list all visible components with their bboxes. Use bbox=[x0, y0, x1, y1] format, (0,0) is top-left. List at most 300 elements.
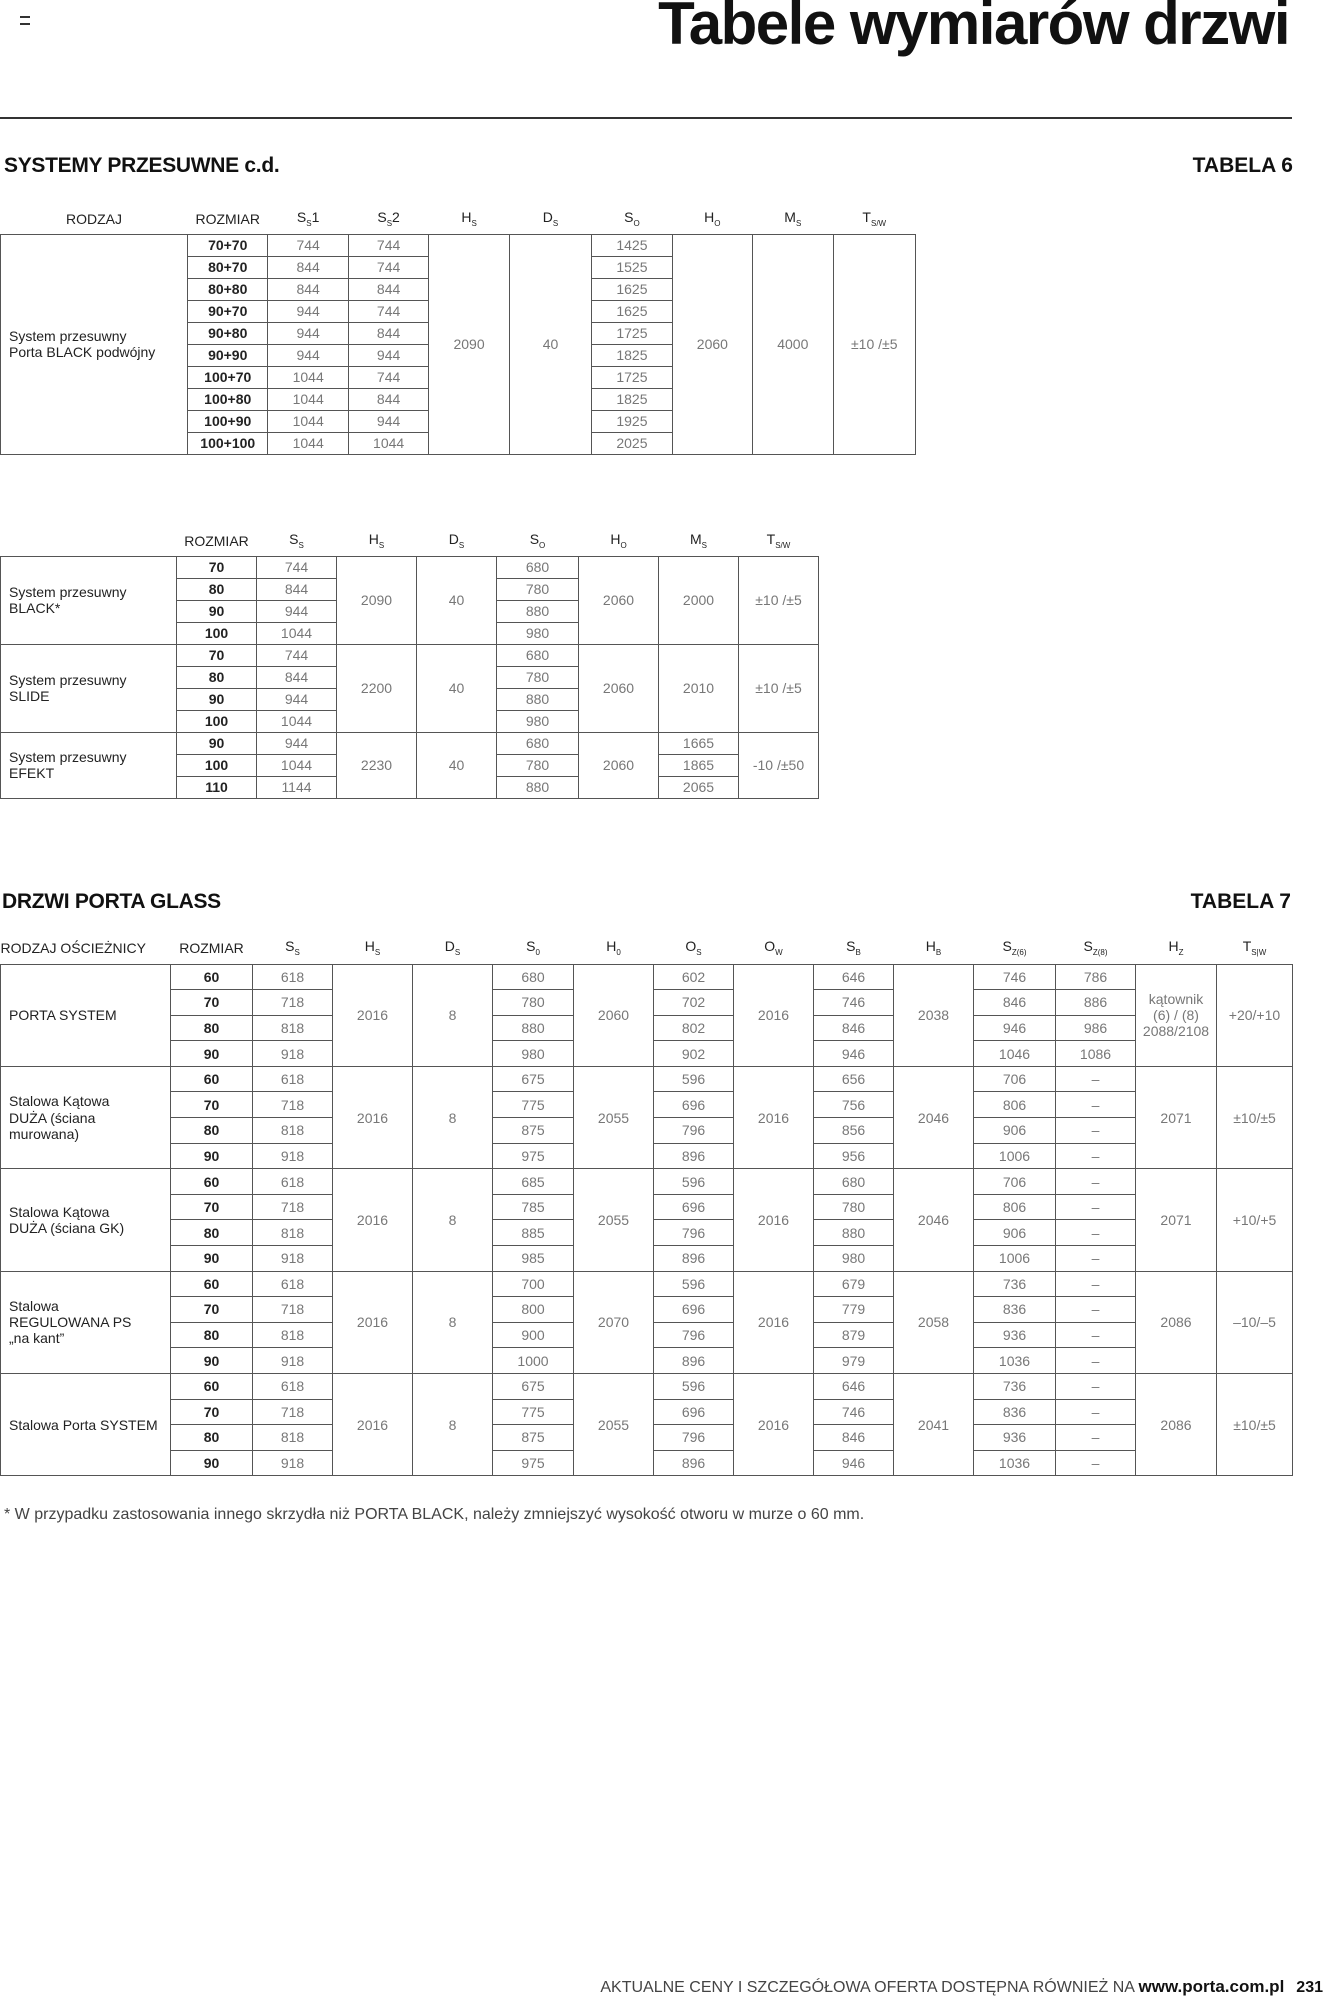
rozmiar-cell: 100+90 bbox=[188, 410, 268, 432]
col-header-so: $S_O$ bbox=[624, 209, 640, 229]
table-cell: +10/+5 bbox=[1217, 1169, 1293, 1271]
table-cell: 706 bbox=[974, 1066, 1056, 1092]
table-cell: 844 bbox=[348, 388, 428, 410]
col-header-hs: $H_S$ bbox=[368, 531, 385, 551]
table-row bbox=[1, 556, 819, 578]
table-cell: 746 bbox=[814, 1399, 894, 1425]
rodzaj-cell: Stalowa Porta SYSTEM bbox=[1, 1374, 171, 1476]
rozmiar-cell: 90 bbox=[171, 1348, 253, 1374]
table-cell: 746 bbox=[814, 990, 894, 1016]
table-cell: – bbox=[1056, 1246, 1136, 1272]
col-header-ms: $M_S$ bbox=[784, 209, 802, 229]
menu-icon[interactable] bbox=[20, 16, 30, 25]
table-cell: 2055 bbox=[574, 1169, 654, 1271]
table-cell: 1825 bbox=[592, 388, 672, 410]
header-row bbox=[1, 932, 1293, 964]
table-cell: 675 bbox=[493, 1066, 574, 1092]
table-cell: 8 bbox=[413, 1066, 493, 1168]
table-cell: 918 bbox=[253, 1348, 333, 1374]
table-cell: 1044 bbox=[268, 388, 348, 410]
table-cell: 946 bbox=[814, 1041, 894, 1067]
table-cell: 879 bbox=[814, 1322, 894, 1348]
table-cell: 744 bbox=[257, 644, 337, 666]
table-cell: 844 bbox=[257, 666, 337, 688]
table-cell: 780 bbox=[814, 1194, 894, 1220]
col-header-sb: $S_B$ bbox=[846, 938, 861, 958]
table-cell: 936 bbox=[974, 1425, 1056, 1451]
rozmiar-cell: 70 bbox=[171, 1399, 253, 1425]
table-row bbox=[1, 1066, 1293, 1092]
table-cell: – bbox=[1056, 1399, 1136, 1425]
table-cell: 802 bbox=[654, 1015, 734, 1041]
table-cell: 818 bbox=[253, 1015, 333, 1041]
col-header-ms: $M_S$ bbox=[689, 531, 707, 551]
rozmiar-cell: 90 bbox=[177, 688, 257, 710]
table-cell: ±10 /±5 bbox=[833, 234, 915, 454]
col-header-so: $S_O$ bbox=[529, 531, 546, 551]
table-cell: 1625 bbox=[592, 300, 672, 322]
table-cell: 2016 bbox=[734, 1066, 814, 1168]
table-cell: 900 bbox=[493, 1322, 574, 1348]
table-cell: 618 bbox=[253, 1169, 333, 1195]
rozmiar-cell: 60 bbox=[171, 1066, 253, 1092]
rozmiar-cell: 90+70 bbox=[188, 300, 268, 322]
table-cell: 844 bbox=[348, 278, 428, 300]
table-cell: 818 bbox=[253, 1118, 333, 1144]
col-header-tsw: $T_{S/W}$ bbox=[766, 531, 791, 551]
table-cell: 1625 bbox=[592, 278, 672, 300]
table-cell: 4000 bbox=[753, 234, 833, 454]
table-cell: 744 bbox=[268, 234, 348, 256]
rozmiar-cell: 80 bbox=[177, 666, 257, 688]
table-cell: 944 bbox=[268, 344, 348, 366]
rodzaj-cell: System przesuwny EFEKT bbox=[1, 732, 177, 798]
table-cell: 796 bbox=[654, 1220, 734, 1246]
table-cell: 975 bbox=[493, 1143, 574, 1169]
table-cell: 680 bbox=[497, 556, 579, 578]
rozmiar-cell: 70 bbox=[177, 644, 257, 666]
table-cell: ±10 /±5 bbox=[739, 644, 819, 732]
table-cell: 906 bbox=[974, 1220, 1056, 1246]
table-cell: 918 bbox=[253, 1041, 333, 1067]
table-cell: 780 bbox=[497, 754, 579, 776]
table-cell: 818 bbox=[253, 1425, 333, 1451]
table-cell: 1725 bbox=[592, 366, 672, 388]
table-cell: 880 bbox=[493, 1015, 574, 1041]
rozmiar-cell: 110 bbox=[177, 776, 257, 798]
table-cell: 980 bbox=[497, 622, 579, 644]
col-header-tsw: $T_{S|W}$ bbox=[1242, 938, 1267, 958]
table-cell: – bbox=[1056, 1322, 1136, 1348]
table-cell: – bbox=[1056, 1169, 1136, 1195]
table-cell: – bbox=[1056, 1194, 1136, 1220]
col-header-os: $O_S$ bbox=[685, 938, 702, 958]
rodzaj-cell: Stalowa Kątowa DUŻA (ściana GK) bbox=[1, 1169, 171, 1271]
table-cell: 2060 bbox=[579, 644, 659, 732]
table-cell: 40 bbox=[509, 234, 591, 454]
table-cell: 618 bbox=[253, 1374, 333, 1400]
table-cell: 780 bbox=[497, 666, 579, 688]
table-cell: 975 bbox=[493, 1450, 574, 1476]
table-cell: 618 bbox=[253, 964, 333, 990]
col-header-sz8: $S_{Z(8)}$ bbox=[1083, 938, 1108, 958]
table-cell: 744 bbox=[257, 556, 337, 578]
table-cell: 618 bbox=[253, 1271, 333, 1297]
table-cell: 902 bbox=[654, 1041, 734, 1067]
table-cell: 1525 bbox=[592, 256, 672, 278]
table-cell: 744 bbox=[348, 256, 428, 278]
col-header-so: $S_0$ bbox=[526, 938, 540, 958]
table-cell: 675 bbox=[493, 1374, 574, 1400]
table-cell: 2200 bbox=[337, 644, 417, 732]
table-cell: –10/–5 bbox=[1217, 1271, 1293, 1373]
table-cell: 818 bbox=[253, 1220, 333, 1246]
table-row bbox=[1, 234, 916, 256]
rozmiar-cell: 90 bbox=[171, 1143, 253, 1169]
table-cell: 836 bbox=[974, 1297, 1056, 1323]
table-cell: 775 bbox=[493, 1092, 574, 1118]
rozmiar-cell: 80+80 bbox=[188, 278, 268, 300]
page-footer bbox=[600, 1977, 1323, 1997]
col-header-ss: $S_S$ bbox=[285, 938, 300, 958]
table-cell: 2090 bbox=[337, 556, 417, 644]
table-row bbox=[1, 1374, 1293, 1400]
table-cell: 2060 bbox=[579, 556, 659, 644]
table-cell: 1086 bbox=[1056, 1041, 1136, 1067]
rozmiar-cell: 80 bbox=[171, 1015, 253, 1041]
table-cell: 1044 bbox=[348, 432, 428, 454]
table-cell: 1044 bbox=[268, 410, 348, 432]
table-cell: 1925 bbox=[592, 410, 672, 432]
table-cell: 40 bbox=[417, 644, 497, 732]
table-cell: 736 bbox=[974, 1271, 1056, 1297]
table-cell: 596 bbox=[654, 1374, 734, 1400]
table-cell: kątownik (6) / (8) 2088/2108 bbox=[1136, 964, 1217, 1066]
table-cell: 8 bbox=[413, 964, 493, 1066]
table-cell: – bbox=[1056, 1118, 1136, 1144]
table-cell: 680 bbox=[493, 964, 574, 990]
table-cell: 786 bbox=[1056, 964, 1136, 990]
table-cell: 880 bbox=[497, 776, 579, 798]
table-cell: – bbox=[1056, 1297, 1136, 1323]
rodzaj-cell: PORTA SYSTEM bbox=[1, 964, 171, 1066]
col-header-ho: $H_0$ bbox=[606, 938, 621, 958]
table-cell: 646 bbox=[814, 1374, 894, 1400]
table-cell: 944 bbox=[257, 600, 337, 622]
table-cell: 2086 bbox=[1136, 1271, 1217, 1373]
table-cell: 718 bbox=[253, 1297, 333, 1323]
table-cell: 886 bbox=[1056, 990, 1136, 1016]
table-cell: 875 bbox=[493, 1425, 574, 1451]
rozmiar-cell: 90 bbox=[171, 1041, 253, 1067]
rozmiar-cell: 70 bbox=[171, 990, 253, 1016]
table-cell: 700 bbox=[493, 1271, 574, 1297]
table-cell: 1725 bbox=[592, 322, 672, 344]
table-porta-glass bbox=[0, 932, 1293, 1476]
rozmiar-cell: 100+70 bbox=[188, 366, 268, 388]
table-cell: 744 bbox=[348, 366, 428, 388]
table-cell: 646 bbox=[814, 964, 894, 990]
table-systemy-przesuwne bbox=[0, 526, 819, 799]
footnote: * W przypadku zastosowania innego skrzydła niż PORTA BLACK, należy zmniejszyć wysokość otworu w murze o 60 mm. bbox=[4, 1506, 865, 1523]
table-cell: 980 bbox=[497, 710, 579, 732]
table-cell: 918 bbox=[253, 1143, 333, 1169]
rodzaj-cell: Stalowa REGULOWANA PS „na kant” bbox=[1, 1271, 171, 1373]
table-cell: – bbox=[1056, 1143, 1136, 1169]
col-header-hz: $H_Z$ bbox=[1168, 938, 1184, 958]
table-cell: 596 bbox=[654, 1271, 734, 1297]
rozmiar-cell: 70+70 bbox=[188, 234, 268, 256]
col-header-sz6: $S_{Z(6)}$ bbox=[1002, 938, 1027, 958]
rozmiar-cell: 90 bbox=[177, 732, 257, 754]
rozmiar-cell: 70 bbox=[177, 556, 257, 578]
table-cell: – bbox=[1056, 1220, 1136, 1246]
table-cell: 696 bbox=[654, 1194, 734, 1220]
col-header-rozmiar: ROZMIAR bbox=[179, 939, 244, 956]
table-cell: 836 bbox=[974, 1399, 1056, 1425]
rozmiar-cell: 80 bbox=[171, 1220, 253, 1246]
table-cell: 696 bbox=[654, 1297, 734, 1323]
table-cell: – bbox=[1056, 1450, 1136, 1476]
rodzaj-cell: System przesuwny SLIDE bbox=[1, 644, 177, 732]
col-header-rozmiar: ROZMIAR bbox=[184, 532, 249, 549]
table-cell: 706 bbox=[974, 1169, 1056, 1195]
rozmiar-cell: 90+80 bbox=[188, 322, 268, 344]
table-cell: 844 bbox=[268, 256, 348, 278]
table-cell: 2071 bbox=[1136, 1169, 1217, 1271]
rodzaj-cell: System przesuwny Porta BLACK podwójny bbox=[1, 234, 188, 454]
table-cell: 796 bbox=[654, 1322, 734, 1348]
table-cell: 2070 bbox=[574, 1271, 654, 1373]
table-cell: 806 bbox=[974, 1092, 1056, 1118]
rozmiar-cell: 70 bbox=[171, 1092, 253, 1118]
table-cell: 806 bbox=[974, 1194, 1056, 1220]
table-cell: 2055 bbox=[574, 1066, 654, 1168]
rozmiar-cell: 100 bbox=[177, 754, 257, 776]
table-cell: 2016 bbox=[734, 1374, 814, 1476]
rodzaj-cell: System przesuwny BLACK* bbox=[1, 556, 177, 644]
table-cell: 796 bbox=[654, 1118, 734, 1144]
table-cell: – bbox=[1056, 1092, 1136, 1118]
table-cell: 818 bbox=[253, 1322, 333, 1348]
table-cell: 696 bbox=[654, 1399, 734, 1425]
col-header-ss2: $S_S2$ bbox=[377, 209, 400, 229]
table-cell: 1046 bbox=[974, 1041, 1056, 1067]
rozmiar-cell: 90 bbox=[171, 1450, 253, 1476]
rozmiar-cell: 80+70 bbox=[188, 256, 268, 278]
table-cell: 875 bbox=[493, 1118, 574, 1144]
col-header-ds: $D_S$ bbox=[444, 938, 461, 958]
table-cell: 2016 bbox=[333, 1066, 413, 1168]
col-header-ho: $H_O$ bbox=[704, 209, 721, 229]
rozmiar-cell: 90 bbox=[177, 600, 257, 622]
rozmiar-cell: 80 bbox=[171, 1425, 253, 1451]
table-cell: 718 bbox=[253, 1092, 333, 1118]
table-cell: 2016 bbox=[333, 1374, 413, 1476]
tabela-6-label: TABELA 6 bbox=[1192, 154, 1293, 177]
rozmiar-cell: 70 bbox=[171, 1297, 253, 1323]
table-cell: 979 bbox=[814, 1348, 894, 1374]
table-cell: 844 bbox=[268, 278, 348, 300]
table-cell: 896 bbox=[654, 1246, 734, 1272]
rozmiar-cell: 90 bbox=[171, 1246, 253, 1272]
table-cell: 780 bbox=[497, 578, 579, 600]
table-cell: 744 bbox=[348, 300, 428, 322]
table-cell: 2016 bbox=[734, 1271, 814, 1373]
table-cell: 944 bbox=[257, 688, 337, 710]
table-cell: 40 bbox=[417, 732, 497, 798]
page-title: Tabele wymiarów drzwi bbox=[658, 0, 1289, 57]
table-cell: ±10/±5 bbox=[1217, 1066, 1293, 1168]
table-cell: 936 bbox=[974, 1322, 1056, 1348]
section-6-title: SYSTEMY PRZESUWNE c.d. bbox=[4, 154, 280, 177]
table-cell: 780 bbox=[493, 990, 574, 1016]
table-cell: 2025 bbox=[592, 432, 672, 454]
table-cell: 980 bbox=[814, 1246, 894, 1272]
table-cell: 746 bbox=[974, 964, 1056, 990]
table-cell: 1825 bbox=[592, 344, 672, 366]
table-cell: 736 bbox=[974, 1374, 1056, 1400]
table-cell: 1665 bbox=[659, 732, 739, 754]
col-header-ss1: $S_S1$ bbox=[296, 209, 320, 229]
rozmiar-cell: 80 bbox=[171, 1322, 253, 1348]
table-cell: 1425 bbox=[592, 234, 672, 256]
table-cell: 906 bbox=[974, 1118, 1056, 1144]
rozmiar-cell: 100 bbox=[177, 710, 257, 732]
table-cell: 946 bbox=[814, 1450, 894, 1476]
table-cell: 1144 bbox=[257, 776, 337, 798]
col-header-rozmiar: ROZMIAR bbox=[195, 210, 261, 227]
table-cell: +20/+10 bbox=[1217, 964, 1293, 1066]
table-cell: 2016 bbox=[333, 964, 413, 1066]
table-cell: 2058 bbox=[894, 1271, 974, 1373]
table-cell: 2046 bbox=[894, 1169, 974, 1271]
rozmiar-cell: 100+80 bbox=[188, 388, 268, 410]
table-cell: 2016 bbox=[734, 964, 814, 1066]
table-cell: 718 bbox=[253, 1194, 333, 1220]
table-cell: 896 bbox=[654, 1143, 734, 1169]
table-cell: 986 bbox=[1056, 1015, 1136, 1041]
table-cell: 896 bbox=[654, 1348, 734, 1374]
table-cell: 918 bbox=[253, 1246, 333, 1272]
table-cell: 980 bbox=[493, 1041, 574, 1067]
col-header-ds: $D_S$ bbox=[542, 209, 559, 229]
col-header-hs: $H_S$ bbox=[364, 938, 381, 958]
table-cell: 846 bbox=[974, 990, 1056, 1016]
table-cell: 946 bbox=[974, 1015, 1056, 1041]
table-cell: 656 bbox=[814, 1066, 894, 1092]
table-cell: 602 bbox=[654, 964, 734, 990]
table-cell: 680 bbox=[497, 644, 579, 666]
table-cell: 2055 bbox=[574, 1374, 654, 1476]
table-cell: 2086 bbox=[1136, 1374, 1217, 1476]
table-cell: 2016 bbox=[333, 1271, 413, 1373]
table-cell: 785 bbox=[493, 1194, 574, 1220]
table-cell: 918 bbox=[253, 1450, 333, 1476]
col-header-ds: $D_S$ bbox=[448, 531, 465, 551]
table-cell: 944 bbox=[348, 344, 428, 366]
table-cell: 880 bbox=[497, 688, 579, 710]
table-cell: 2090 bbox=[429, 234, 509, 454]
table-cell: 680 bbox=[814, 1169, 894, 1195]
header-row bbox=[1, 204, 916, 234]
rozmiar-cell: 90+90 bbox=[188, 344, 268, 366]
footer-link[interactable]: www.porta.com.pl bbox=[1138, 1977, 1285, 1996]
table-cell: 680 bbox=[497, 732, 579, 754]
col-header-blank bbox=[1, 526, 177, 556]
table-cell: 856 bbox=[814, 1118, 894, 1144]
table-cell: 1044 bbox=[257, 622, 337, 644]
table-cell: 880 bbox=[497, 600, 579, 622]
table-cell: 1000 bbox=[493, 1348, 574, 1374]
table-cell: 846 bbox=[814, 1015, 894, 1041]
table-cell: 796 bbox=[654, 1425, 734, 1451]
footer-text: AKTUALNE CENY I SZCZEGÓŁOWA OFERTA DOSTĘPNA RÓWNIEŻ NA bbox=[600, 1979, 1139, 1996]
col-header-rodzaj: RODZAJ bbox=[66, 210, 122, 227]
table-cell: – bbox=[1056, 1374, 1136, 1400]
table-cell: 744 bbox=[348, 234, 428, 256]
table-cell: 8 bbox=[413, 1169, 493, 1271]
rozmiar-cell: 60 bbox=[171, 1374, 253, 1400]
table-cell: 2046 bbox=[894, 1066, 974, 1168]
table-cell: 8 bbox=[413, 1374, 493, 1476]
table-cell: 2230 bbox=[337, 732, 417, 798]
rozmiar-cell: 100 bbox=[177, 622, 257, 644]
table-cell: 1006 bbox=[974, 1246, 1056, 1272]
table-cell: 1036 bbox=[974, 1450, 1056, 1476]
table-cell: 1006 bbox=[974, 1143, 1056, 1169]
table-cell: 1044 bbox=[257, 754, 337, 776]
table-cell: 985 bbox=[493, 1246, 574, 1272]
table-cell: 846 bbox=[814, 1425, 894, 1451]
col-header-rodzaj: RODZAJ OŚCIEŻNICY bbox=[0, 939, 146, 956]
table-cell: 1036 bbox=[974, 1348, 1056, 1374]
section-7-title: DRZWI PORTA GLASS bbox=[2, 890, 221, 913]
table-cell: 844 bbox=[257, 578, 337, 600]
table-cell: ±10/±5 bbox=[1217, 1374, 1293, 1476]
table-cell: ±10 /±5 bbox=[739, 556, 819, 644]
rozmiar-cell: 80 bbox=[177, 578, 257, 600]
table-cell: 2038 bbox=[894, 964, 974, 1066]
table-cell: – bbox=[1056, 1425, 1136, 1451]
rozmiar-cell: 60 bbox=[171, 1271, 253, 1297]
table-cell: 2016 bbox=[734, 1169, 814, 1271]
table-cell: 618 bbox=[253, 1066, 333, 1092]
table-cell: 2071 bbox=[1136, 1066, 1217, 1168]
title-divider bbox=[0, 117, 1292, 119]
table-cell: 596 bbox=[654, 1066, 734, 1092]
table-cell: 756 bbox=[814, 1092, 894, 1118]
table-cell: 702 bbox=[654, 990, 734, 1016]
table-row bbox=[1, 964, 1293, 990]
header-row bbox=[1, 526, 819, 556]
table-cell: 880 bbox=[814, 1220, 894, 1246]
col-header-hb: $H_B$ bbox=[925, 938, 942, 958]
table-cell: 1865 bbox=[659, 754, 739, 776]
table-cell: 944 bbox=[348, 410, 428, 432]
table-row bbox=[1, 732, 819, 754]
table-cell: 779 bbox=[814, 1297, 894, 1323]
col-header-tsw: $T_{S/W}$ bbox=[862, 209, 887, 229]
table-cell: 896 bbox=[654, 1450, 734, 1476]
table-cell: 944 bbox=[268, 322, 348, 344]
table-cell: 885 bbox=[493, 1220, 574, 1246]
rozmiar-cell: 70 bbox=[171, 1194, 253, 1220]
col-header-ho: $H_O$ bbox=[610, 531, 627, 551]
table-cell: 1044 bbox=[268, 366, 348, 388]
table-cell: 2060 bbox=[672, 234, 752, 454]
table-cell: 685 bbox=[493, 1169, 574, 1195]
